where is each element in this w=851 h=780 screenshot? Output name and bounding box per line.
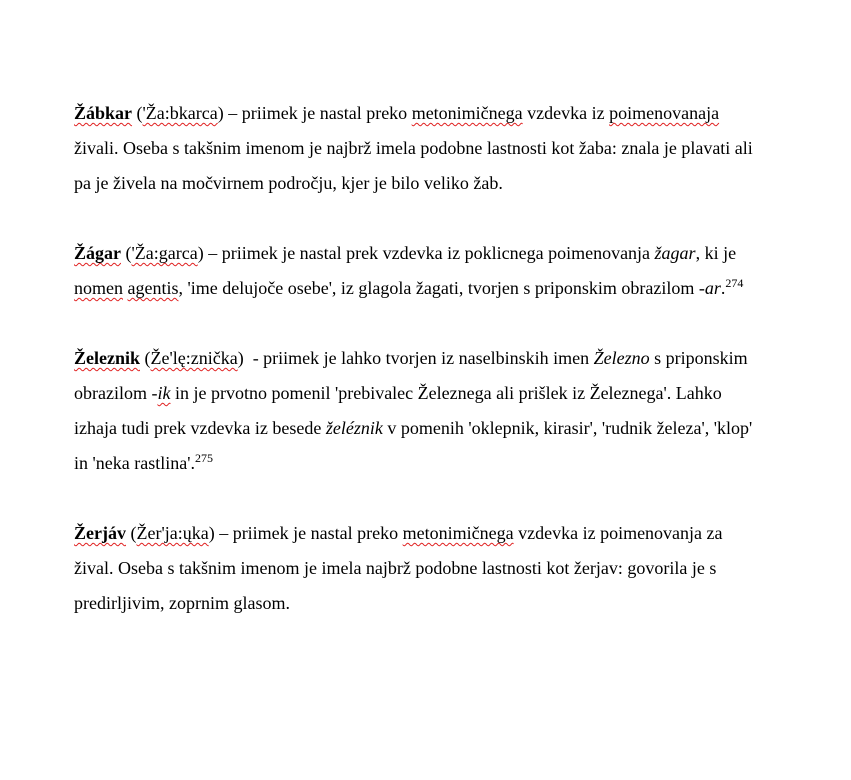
entry-line [74,516,814,551]
entry-zabkar [74,96,814,201]
text-misspelled: poimenovanaja [609,103,720,123]
text: – priimek je nastal preko [223,103,412,123]
paren: ( [140,348,151,368]
entry-line: predirljivim, zoprnim glasom. [74,593,290,613]
text: vzdevka iz poimenovanja za [513,523,723,543]
text: obrazilom - [74,383,158,403]
text: , 'ime delujoče osebe', iz glagola žagati, tvorjen s priponskim obrazilom - [178,278,705,298]
text: - priimek je lahko tvorjen iz naselbinskih imen [243,348,594,368]
entry-zagar [74,236,814,306]
entry-line [74,376,814,411]
text-italic: žagar [654,243,696,263]
text: v pomenih 'oklepnik, kirasir', 'rudnik železa', 'klop' [382,418,753,438]
footnote-ref[interactable]: 274 [725,276,744,290]
entry-line [74,341,814,376]
paren: ( [132,103,143,123]
pronunciation: Žer'ja:ųka [136,523,209,543]
entry-line [74,96,814,131]
text: – priimek je nastal prek vzdevka iz poklicnega poimenovanja [203,243,655,263]
text-misspelled: agentis [127,278,179,298]
text-misspelled: nomen [74,278,123,298]
text-italic: ar [704,278,721,298]
footnote-ref[interactable]: 275 [194,451,213,465]
entry-line [74,411,814,446]
text-italic: želéznik [325,418,383,438]
text-italic: Železno [593,348,650,368]
paren: ( [125,523,137,543]
paren: ) [208,523,215,543]
entry-line: pa je živela na močvirnem področju, kjer je bilo veliko žab. [74,173,503,193]
text: – priimek je nastal preko [214,523,403,543]
pronunciation: Že'lę:znička [150,348,238,368]
document-page [74,96,814,621]
text: , ki je [695,243,737,263]
pronunciation: 'Ža:garca [131,243,198,263]
text-italic-misspelled: ik [157,383,171,403]
entry-line [74,271,814,306]
headword: Žábkar [74,103,133,123]
text: vzdevka iz [522,103,610,123]
paren: ) [217,103,224,123]
text: in je prvotno pomenil 'prebivalec Železnega ali prišlek iz Železnega'. Lahko [170,383,722,403]
headword: Žerjáv [74,523,126,543]
text-misspelled: metonimičnega [402,523,514,543]
paren: ) [237,348,244,368]
text: izhaja tudi prek vzdevka iz besede [74,418,326,438]
entry-line: živali. Oseba s takšnim imenom je najbrž imela podobne lastnosti kot žaba: znala je plavati ali [74,138,753,158]
headword: Železnik [74,348,140,368]
paren: ( [121,243,132,263]
paren: ) [197,243,204,263]
text: s priponskim [649,348,748,368]
entry-line [74,446,814,481]
pronunciation: 'Ža:bkarca [142,103,218,123]
text-misspelled: metonimičnega [411,103,523,123]
text: . [720,278,726,298]
headword: Žágar [74,243,121,263]
entry-line: žival. Oseba s takšnim imenom je imela najbrž podobne lastnosti kot žerjav: govorila je s [74,558,717,578]
entry-zeleznik [74,341,814,481]
entry-line [74,236,814,271]
text: in 'neka rastlina'. [74,453,195,473]
entry-zerjav [74,516,814,621]
